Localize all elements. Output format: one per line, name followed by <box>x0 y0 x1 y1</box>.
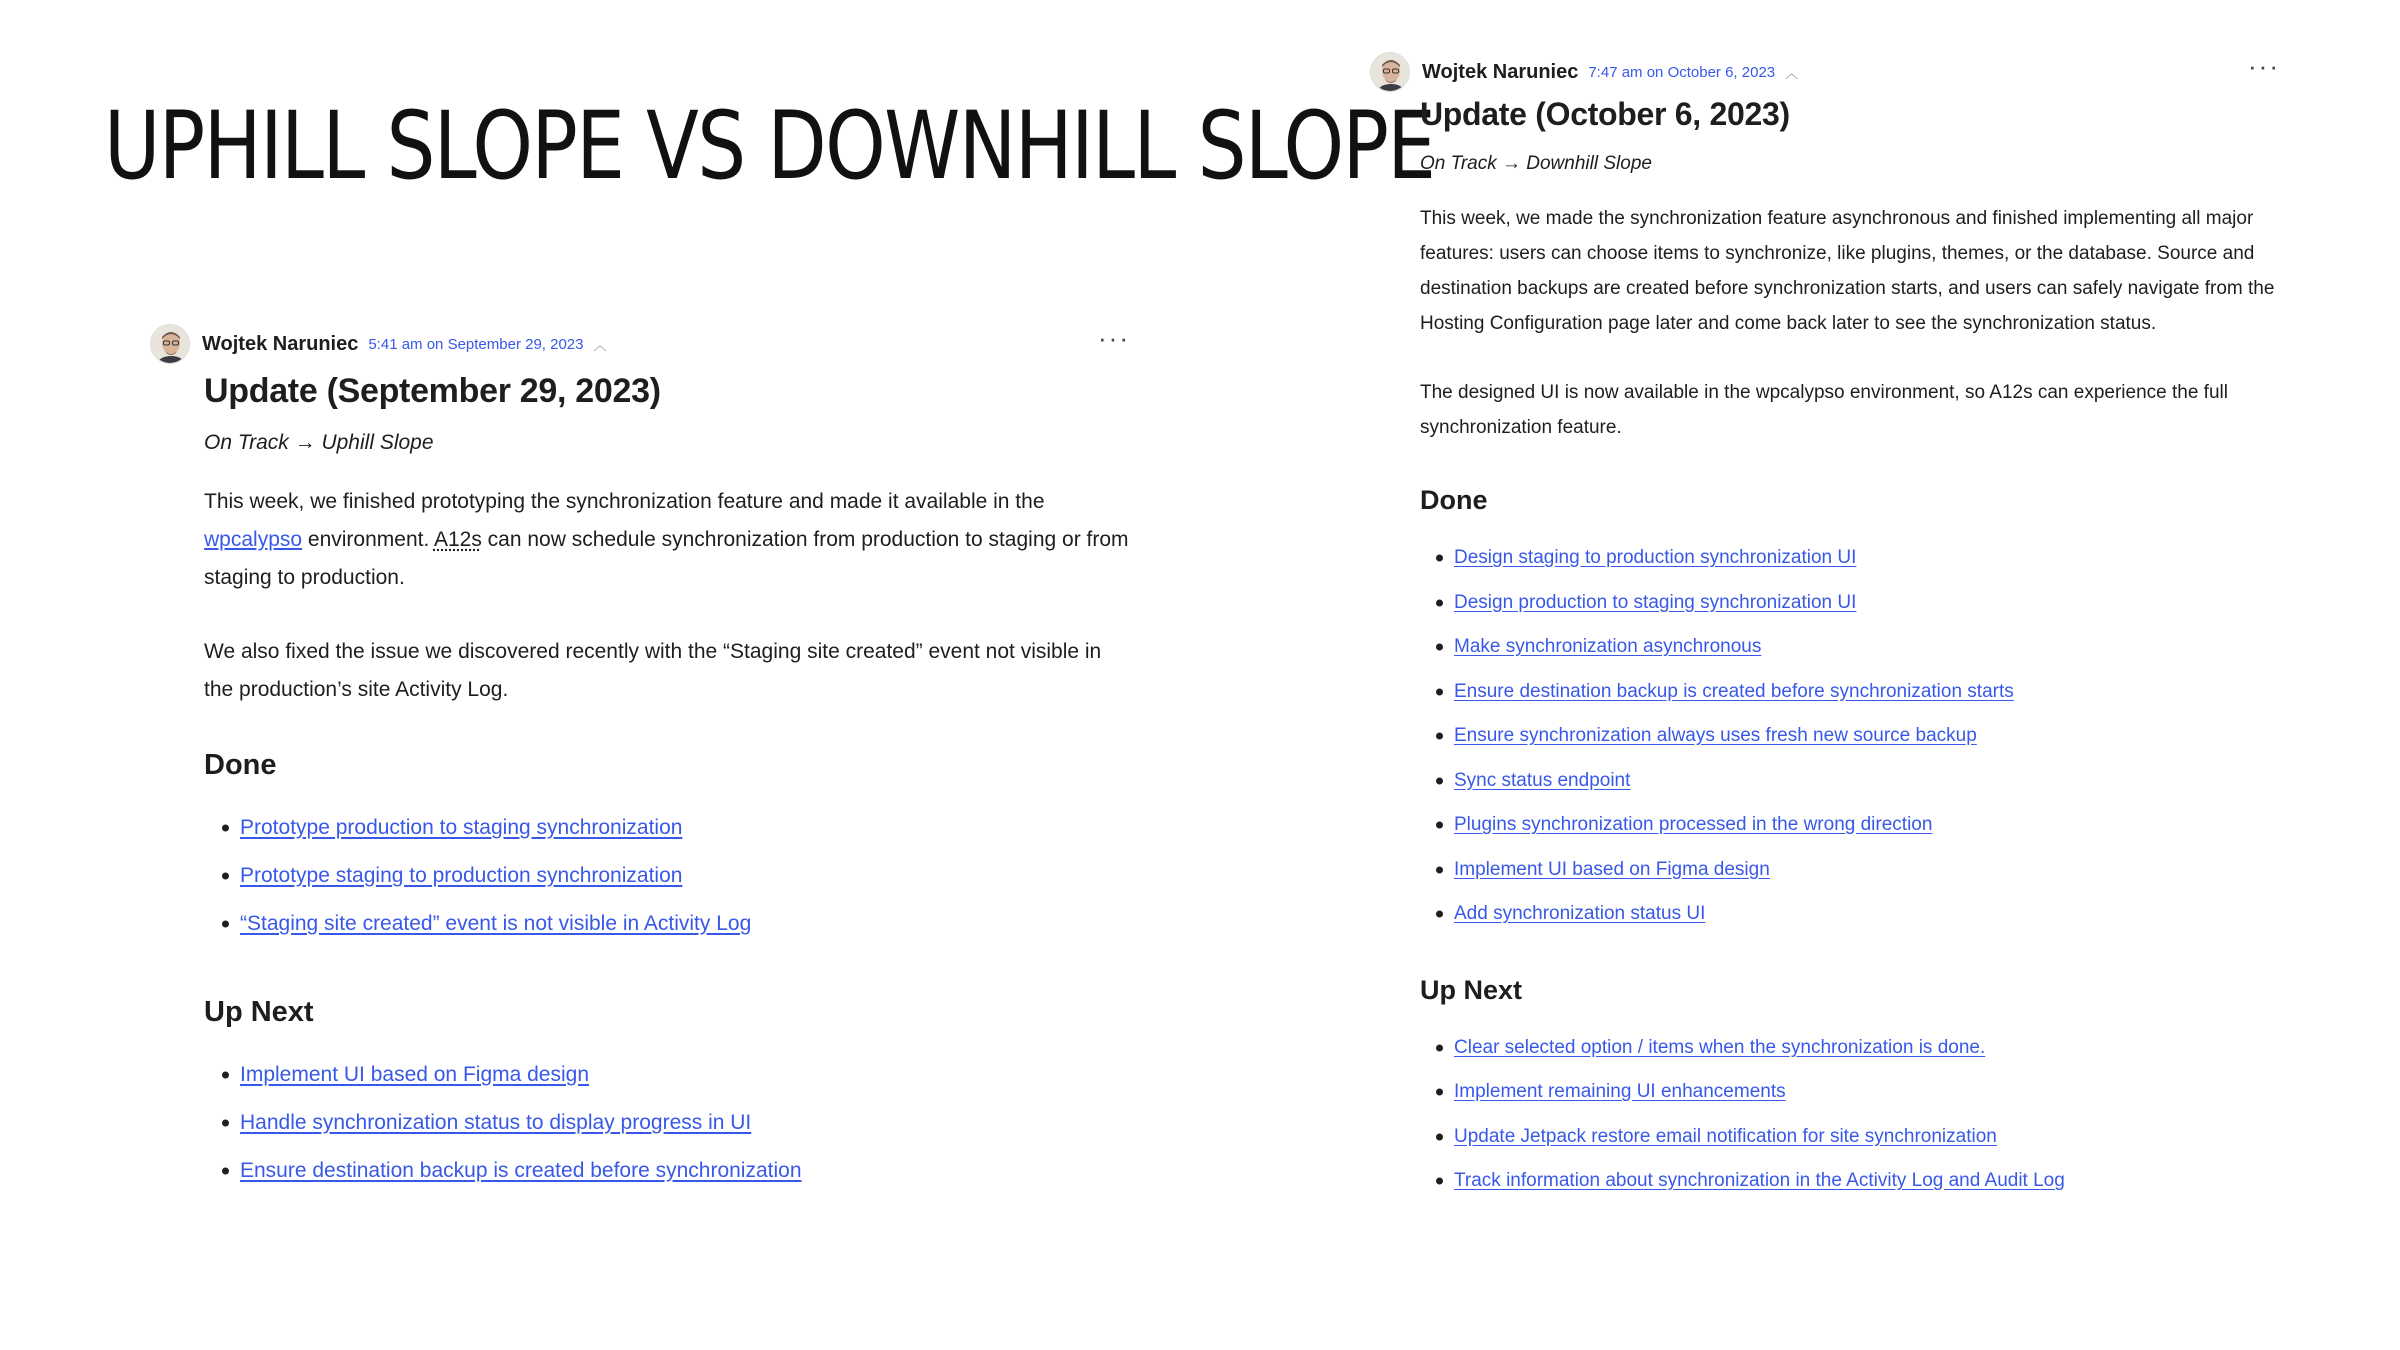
task-link[interactable]: Ensure synchronization always uses fresh new source backup <box>1454 725 1977 746</box>
paragraph-text: environment. <box>302 528 434 551</box>
done-heading: Done <box>204 749 277 781</box>
up-next-heading: Up Next <box>204 996 314 1028</box>
task-link[interactable]: Plugins synchronization processed in the wrong direction <box>1454 814 1933 835</box>
task-link[interactable]: Implement remaining UI enhancements <box>1454 1081 1786 1102</box>
list-item <box>1454 1026 2280 1071</box>
list-item <box>240 1147 1130 1195</box>
post-october-6 <box>1370 50 2280 1204</box>
a12s-abbreviation: A12s <box>433 528 482 551</box>
chevron-up-icon[interactable]: ︿ <box>1785 65 1799 81</box>
post-september-29 <box>150 322 1130 1195</box>
list-item <box>240 852 1130 900</box>
list-item <box>1454 848 2280 893</box>
task-link[interactable]: Design staging to production synchronization UI <box>1454 547 1857 568</box>
task-link[interactable]: Implement UI based on Figma design <box>240 1063 590 1086</box>
paragraph-text: can now schedule synchronization from production to staging or from staging to production. <box>204 528 1129 589</box>
list-item <box>1454 714 2280 759</box>
avatar-photo-icon <box>151 325 190 364</box>
author-name[interactable]: Wojtek Naruniec <box>202 332 359 355</box>
task-link[interactable]: Update Jetpack restore email notification for site synchronization <box>1454 1125 1997 1147</box>
task-link[interactable]: Prototype production to staging synchronization <box>240 816 683 839</box>
task-link[interactable]: Ensure destination backup is created before synchronization starts <box>1454 680 2014 702</box>
list-item <box>240 900 1130 948</box>
post-meta <box>1370 50 2280 94</box>
up-next-heading: Up Next <box>1420 974 1523 1005</box>
status-line: On Track → Downhill Slope <box>1420 153 1652 174</box>
post-timestamp-link[interactable]: 7:47 am on October 6, 2023 <box>1588 63 1776 81</box>
author-name[interactable]: Wojtek Naruniec <box>1422 60 1579 83</box>
list-item <box>1454 1159 2280 1204</box>
list-item <box>1454 1070 2280 1115</box>
list-item <box>1454 670 2280 715</box>
more-options-icon[interactable]: ··· <box>2248 51 2280 81</box>
task-link[interactable]: Sync status endpoint <box>1454 769 1631 791</box>
list-item <box>1454 625 2280 670</box>
avatar-photo-icon <box>1371 53 1410 92</box>
list-item <box>1454 536 2280 581</box>
task-link[interactable]: Track information about synchronization in the Activity Log and Audit Log <box>1454 1170 2065 1191</box>
list-item <box>240 1099 1130 1147</box>
done-heading: Done <box>1420 485 1488 515</box>
task-link[interactable]: Design production to staging synchronization UI <box>1454 591 1857 613</box>
status-line: On Track → Uphill Slope <box>204 431 434 454</box>
paragraph-fix: We also fixed the issue we discovered recently with the “Staging site created” event not visible in the production’s site Activity Log. <box>204 640 1102 701</box>
task-link[interactable]: “Staging site created” event is not visible in Activity Log <box>240 912 752 935</box>
post-meta <box>150 322 1130 366</box>
list-item <box>1454 803 2280 848</box>
list-item <box>1454 581 2280 626</box>
wpcalypso-link[interactable]: wpcalypso <box>204 528 303 551</box>
list-item <box>240 804 1130 852</box>
task-link[interactable]: Ensure destination backup is created before synchronization <box>240 1159 802 1182</box>
up-next-list <box>240 1051 1130 1195</box>
paragraph-text: This week, we finished prototyping the synchronization feature and made it available in the <box>204 490 1045 513</box>
list-item <box>1454 1115 2280 1160</box>
done-list <box>1454 536 2280 937</box>
paragraph-summary <box>204 483 1130 597</box>
list-item <box>1454 892 2280 937</box>
task-link[interactable]: Implement UI based on Figma design <box>1454 858 1770 880</box>
slide-title: UPHILL SLOPE VS DOWNHILL SLOPE <box>104 92 1435 201</box>
chevron-up-icon[interactable]: ︿ <box>593 337 607 353</box>
post-body <box>1420 96 2280 1204</box>
task-link[interactable]: Prototype staging to production synchronization <box>240 864 683 887</box>
post-title: Update (September 29, 2023) <box>204 372 661 410</box>
task-link[interactable]: Clear selected option / items when the synchronization is done. <box>1454 1036 1986 1058</box>
avatar[interactable] <box>1370 52 1410 92</box>
post-title: Update (October 6, 2023) <box>1420 96 1790 132</box>
done-list <box>240 804 1130 948</box>
more-options-icon[interactable]: ··· <box>1098 323 1130 353</box>
list-item <box>1454 759 2280 804</box>
task-link[interactable]: Handle synchronization status to display progress in UI <box>240 1111 752 1134</box>
task-link[interactable]: Make synchronization asynchronous <box>1454 636 1762 657</box>
paragraph-summary: This week, we made the synchronization feature asynchronous and finished implementing all major features: users can choose items to synchronize, like plugins, themes, or the database. Source and destination backups are created before synchronization starts, and users can safely navigate from the Hosting Configuration page later and come back later to see the synchronization status. <box>1420 208 2275 334</box>
avatar[interactable] <box>150 324 190 364</box>
post-timestamp-link[interactable]: 5:41 am on September 29, 2023 <box>368 335 584 353</box>
paragraph-ui-availability: The designed UI is now available in the wpcalypso environment, so A12s can experience the full synchronization feature. <box>1420 382 2228 438</box>
up-next-list <box>1454 1026 2280 1204</box>
list-item <box>240 1051 1130 1099</box>
task-link[interactable]: Add synchronization status UI <box>1454 903 1706 924</box>
post-body <box>204 372 1130 1195</box>
